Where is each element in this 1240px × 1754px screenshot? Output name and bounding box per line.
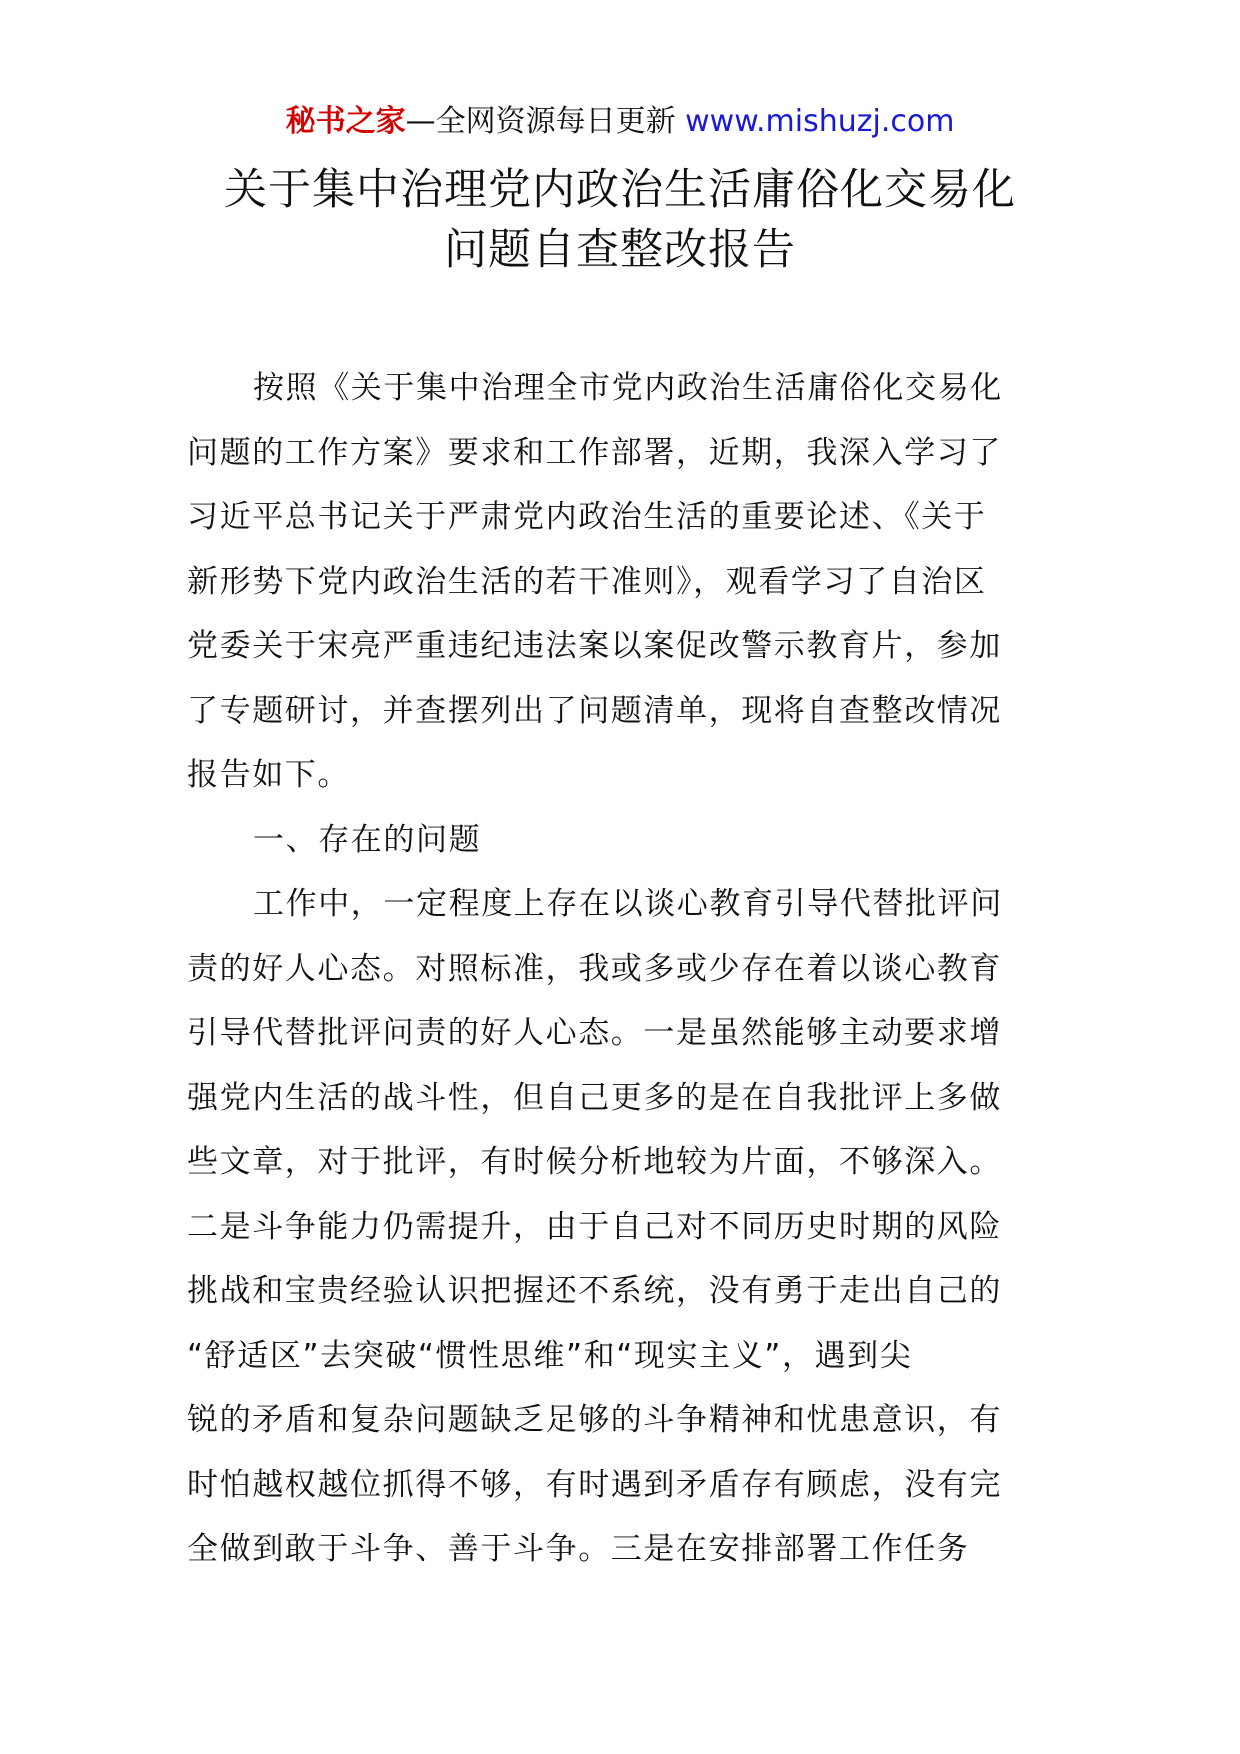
watermark-header: [0, 100, 1240, 144]
body-line: 责的好人心态。对照标准，我或多或少存在着以谈心教育: [187, 950, 1002, 987]
body-line: 时怕越权越位抓得不够，有时遇到矛盾存有顾虑，没有完: [187, 1466, 1002, 1503]
body-line: 按照《关于集中治理全市党内政治生活庸俗化交易化: [253, 370, 1003, 406]
body-line: 问题的工作方案》要求和工作部署，近期，我深入学习了: [187, 434, 1002, 471]
body-line: 了专题研讨，并查摆列出了问题清单，现将自查整改情况: [187, 692, 1002, 729]
body-line: 工作中，一定程度上存在以谈心教育引导代替批评问: [253, 886, 1003, 922]
body-line: 全做到敢于斗争、善于斗争。三是在安排部署工作任务: [187, 1531, 970, 1567]
body-line: 党委关于宋亮严重违纪违法案以案促改警示教育片，参加: [187, 628, 1002, 664]
body-line: 新形势下党内政治生活的若干准则》，观看学习了自治区: [187, 563, 987, 600]
site-url[interactable]: www.mishuzj.com: [685, 104, 955, 139]
document-body: [187, 356, 1057, 1582]
brand-name: 秘书之家: [285, 104, 406, 139]
body-line: 二是斗争能力仍需提升，由于自己对不同历史时期的风险: [187, 1208, 1002, 1245]
section-heading: 一、存在的问题: [253, 821, 482, 858]
body-line: 些文章，对于批评，有时候分析地较为片面，不够深入。: [187, 1144, 1002, 1180]
title-line-2: 问题自查整改报告: [444, 225, 796, 275]
body-line: 强党内生活的战斗性，但自己更多的是在自我批评上多做: [187, 1079, 1002, 1116]
body-line: “舒适区”去突破“惯性思维”和“现实主义”，遇到尖: [187, 1337, 913, 1374]
body-line: 引导代替批评问责的好人心态。一是虽然能够主动要求增: [187, 1015, 1002, 1051]
document-title: [0, 160, 1240, 280]
body-line: 挑战和宝贵经验认识把握还不系统，没有勇于走出自己的: [187, 1273, 1002, 1309]
body-line: 报告如下。: [187, 757, 350, 793]
title-line-1: 关于集中治理党内政治生活庸俗化交易化: [224, 165, 1016, 215]
header-tagline: —全网资源每日更新: [405, 104, 676, 139]
body-line: 锐的矛盾和复杂问题缺乏足够的斗争精神和忧患意识，有: [187, 1402, 1002, 1438]
body-line: 习近平总书记关于严肃党内政治生活的重要论述、《关于: [187, 499, 987, 535]
